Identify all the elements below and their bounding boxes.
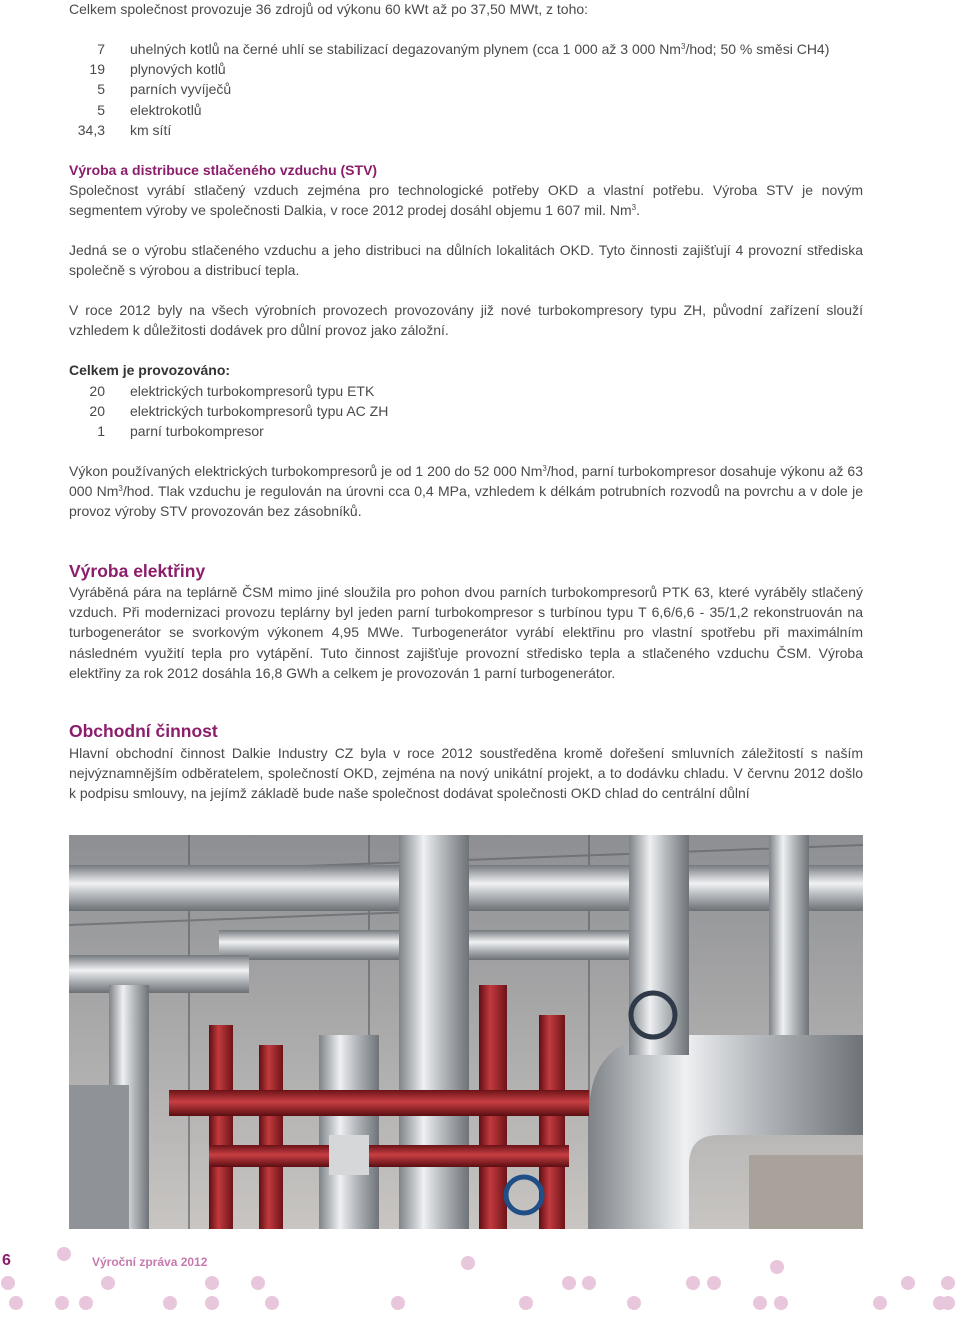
compressor-item-label: elektrických turbokompresorů typu AC ZH (130, 403, 389, 420)
compressor-item-count: 20 (89, 403, 105, 420)
decorative-dot (770, 1260, 784, 1274)
compressor-item-count: 1 (97, 423, 105, 440)
decorative-dot (873, 1296, 887, 1310)
source-item (69, 39, 863, 59)
source-item-label: parních vyvíječů (130, 81, 232, 98)
decorative-dot (57, 1247, 71, 1261)
source-item (69, 100, 863, 120)
source-item-label: km sítí (130, 121, 172, 138)
compressor-item-label: elektrických turbokompresorů typu ETK (130, 383, 375, 399)
industrial-pipes-photo (69, 835, 863, 1229)
source-item-count: 34,3 (77, 121, 105, 138)
trade-heading: Obchodní činnost (69, 721, 218, 741)
page-number: 6 (2, 1252, 11, 1269)
compressor-item (69, 401, 863, 421)
decorative-dot (163, 1296, 177, 1310)
source-item-count: 5 (97, 81, 105, 98)
source-item-label: plynových kotlů (130, 61, 226, 78)
compressor-item (69, 381, 863, 401)
stv-paragraph-3: V roce 2012 byly na všech výrobních provozech provozovány již nové turbokompresory typu ZH, původní zařízení slouží vzhledem k důležitosti dodávek pro důlní provoz jako záložní. (69, 302, 863, 339)
intro-text: Celkem společnost provozuje 36 zdrojů od výkonu 60 kWt až po 37,50 MWt, z toho: (69, 1, 589, 17)
source-item-count: 19 (89, 61, 105, 78)
decorative-dot (461, 1256, 475, 1270)
compressors-list-title: Celkem je provozováno: (69, 362, 231, 378)
decorative-dot (251, 1276, 265, 1290)
decorative-dot (562, 1276, 576, 1290)
decorative-dot (774, 1296, 788, 1310)
source-item (69, 120, 863, 140)
stv-paragraph-4: Výkon používaných elektrických turbokompresorů je od 1 200 do 52 000 Nm$^3$/hod, parní turbokompresor dosahuje výkonu až 63 000 Nm$^3$/hod. Tlak vzduchu je regulován na úrovni cca 0,4 MPa, vzhledem k délkám potrubních rozvodů na povrchu a v dole je provoz výroby STV provozován bez zásobníků. (69, 463, 863, 520)
electricity-heading: Výroba elektřiny (69, 561, 206, 581)
decorative-dot (941, 1296, 955, 1310)
decorative-dot (519, 1296, 533, 1310)
stv-paragraph-1: Společnost vyrábí stlačený vzduch zejména pro technologické potřeby OKD a vlastní potřebu. Výroba STV je novým segmentem výroby ve společnosti Dalkia, v roce 2012 prodej dosáhl objemu 1 607 mil. Nm$^3$. (69, 182, 863, 219)
sources-list (69, 39, 863, 140)
decorative-dot (686, 1276, 700, 1290)
decorative-dot (79, 1296, 93, 1310)
decorative-dot (205, 1296, 219, 1310)
source-item (69, 59, 863, 79)
stv-paragraph-2: Jedná se o výrobu stlačeného vzduchu a jeho distribuci na důlních lokalitách OKD. Tyto činnosti zajišťují 4 provozní střediska společně s výrobou a distribucí tepla. (69, 242, 863, 279)
report-label: Výroční zpráva 2012 (92, 1255, 208, 1269)
decorative-dot (627, 1296, 641, 1310)
electricity-text: Vyráběná pára na teplárně ČSM mimo jiné sloužila pro pohon dvou parních turbokompresorů PTK 63, které vyráběly stlačený vzduch. Při modernizaci provozu teplárny byl jeden parní turbokompresor s turbínou typu T 6,6/6,6 - 35/1,2 rekonstruován na turbogenerátor se svorkovým výkonem 4,95 MWe. Turbogenerátor vyrábí elektřinu pro vlastní spotřebu při maximálním následném využití tepla pro vytápění. Tuto činnost zajišťuje provozní středisko tepla a stlačeného vzduchu ČSM. Výroba elektřiny za rok 2012 dosáhla 16,8 GWh a celkem je provozován 1 parní turbogenerátor. (69, 584, 863, 681)
decorative-dot (265, 1296, 279, 1310)
decorative-dot (101, 1276, 115, 1290)
compressor-item (69, 421, 863, 441)
decorative-dot (1, 1276, 15, 1290)
source-item-count: 7 (97, 41, 105, 57)
decorative-dot (753, 1296, 767, 1310)
decorative-dot (901, 1276, 915, 1290)
decorative-dot (941, 1276, 955, 1290)
source-item-count: 5 (97, 101, 105, 118)
decorative-dot (55, 1296, 69, 1310)
source-item (69, 79, 863, 99)
compressor-item-count: 20 (89, 383, 105, 399)
compressor-item-label: parní turbokompresor (130, 423, 264, 440)
stv-section (69, 160, 863, 221)
compressors-list (69, 381, 863, 442)
trade-text: Hlavní obchodní činnost Dalkie Industry CZ byla v roce 2012 soustředěna kromě dořešení smluvních záležitostí s naším nejvýznamnějším odběratelem, společností OKD, zejména na nový unikátní projekt, a to dodávku chladu. V červnu 2012 došlo k podpisu smlouvy, na jejímž základě bude naše společnost dodávat společnosti OKD chlad do centrální důlní (69, 745, 863, 802)
source-item-label: elektrokotlů (130, 101, 202, 118)
decorative-dot (205, 1276, 219, 1290)
decorative-dot (582, 1276, 596, 1290)
stv-heading: Výroba a distribuce stlačeného vzduchu (STV) (69, 162, 378, 178)
decorative-dot (9, 1296, 23, 1310)
decorative-dot (391, 1296, 405, 1310)
decorative-dot (707, 1276, 721, 1290)
source-item-label: uhelných kotlů na černé uhlí se stabilizací degazovaným plynem (cca 1 000 až 3 000 Nm$^3$/hod; 50 % směsi CH4) (130, 41, 830, 57)
